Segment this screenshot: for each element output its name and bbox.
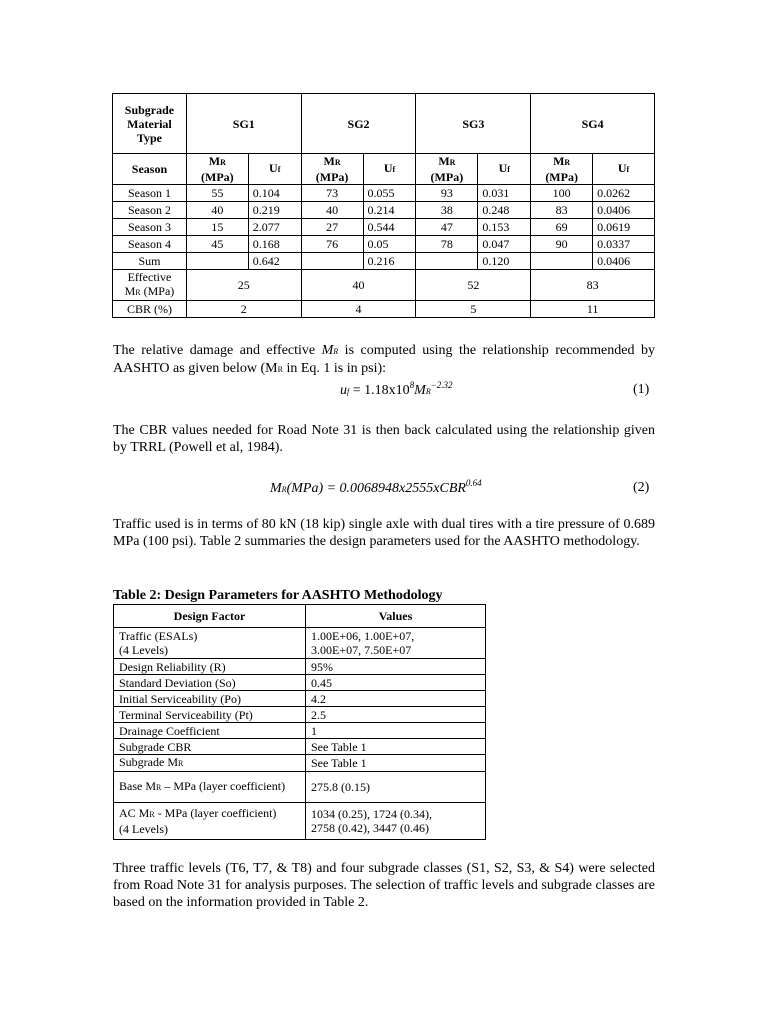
- table-cell: 0.214: [363, 202, 416, 219]
- group-header: SG3: [416, 94, 531, 154]
- cbr-value: 2: [186, 301, 301, 318]
- table-row: Initial Serviceability (Po) 4.2: [114, 691, 486, 707]
- table-cell: 93: [416, 185, 478, 202]
- table-row: [113, 253, 655, 270]
- paragraph: The relative damage and effective MR is computed using the relationship recommended by AASHTO as given below (MR in Eq. 1 is in psi):: [113, 343, 655, 376]
- table-cell: 100: [531, 185, 593, 202]
- table-cell: 0.642: [248, 253, 301, 270]
- table-cell: 0.104: [248, 185, 301, 202]
- table-cell: 0.544: [363, 219, 416, 236]
- table-cell: 40: [186, 202, 248, 219]
- table-cell: 0.0406: [593, 202, 655, 219]
- table-cell: 0.0619: [593, 219, 655, 236]
- table-cell: 0.0337: [593, 236, 655, 253]
- table-cell: 47: [416, 219, 478, 236]
- mr-column-header: MR (MPa): [301, 154, 363, 185]
- season-header: Season: [113, 154, 187, 185]
- column-header: Design Factor: [114, 605, 306, 628]
- cbr-value: 11: [531, 301, 655, 318]
- row-label: Sum: [113, 253, 187, 270]
- row-label: Season 3: [113, 219, 187, 236]
- group-header: SG4: [531, 94, 655, 154]
- table-cell: [531, 253, 593, 270]
- table-row: Traffic (ESALs) (4 Levels) 1.00E+06, 1.00E+07, 3.00E+07, 7.50E+07: [114, 628, 486, 659]
- cbr-value: 5: [416, 301, 531, 318]
- table-cell: 83: [531, 202, 593, 219]
- table-cell: [301, 253, 363, 270]
- equation-2: MR(MPa) = 0.0068948x2555xCBR$^{0.64}$: [270, 478, 482, 496]
- cbr-value: 4: [301, 301, 416, 318]
- table-row: Design Reliability (R) 95%: [114, 659, 486, 675]
- uf-column-header: Uf: [478, 154, 531, 185]
- table-cell: 0.05: [363, 236, 416, 253]
- mr-column-header: MR (MPa): [416, 154, 478, 185]
- table-row: Subgrade CBR See Table 1: [114, 739, 486, 755]
- table-cell: 40: [301, 202, 363, 219]
- row-label: Season 2: [113, 202, 187, 219]
- paragraph: The CBR values needed for Road Note 31 is then back calculated using the relationship given by TRRL (Powell et al, 1984).: [113, 423, 655, 455]
- table-cell: 15: [186, 219, 248, 236]
- table-cell: 90: [531, 236, 593, 253]
- table-cell: 73: [301, 185, 363, 202]
- table-row: Subgrade MR See Table 1: [114, 755, 486, 772]
- effective-mr-value: 83: [531, 270, 655, 301]
- effective-mr-value: 25: [186, 270, 301, 301]
- table-row: [113, 185, 655, 202]
- table-row: Terminal Serviceability (Pt) 2.5: [114, 707, 486, 723]
- table-row: [113, 236, 655, 253]
- table-row: AC MR - MPa (layer coefficient) (4 Levels) 1034 (0.25), 1724 (0.34), 2758 (0.42), 3447 (0.46): [114, 803, 486, 840]
- table-cell: [186, 253, 248, 270]
- column-header: Values: [306, 605, 486, 628]
- corner-header: Subgrade Material Type: [113, 94, 187, 154]
- design-parameters-table: [113, 604, 486, 840]
- row-label: Season 4: [113, 236, 187, 253]
- subgrade-table: [112, 93, 655, 318]
- table-cell: 0.031: [478, 185, 531, 202]
- table-row: Standard Deviation (So) 0.45: [114, 675, 486, 691]
- group-header: SG2: [301, 94, 416, 154]
- table-row: Base MR – MPa (layer coefficient) 275.8 (0.15): [114, 772, 486, 803]
- table-cell: 0.219: [248, 202, 301, 219]
- table-row: [113, 202, 655, 219]
- table-row: Drainage Coefficient 1: [114, 723, 486, 739]
- table-cell: 78: [416, 236, 478, 253]
- table-cell: 0.168: [248, 236, 301, 253]
- table-cell: 45: [186, 236, 248, 253]
- uf-column-header: Uf: [363, 154, 416, 185]
- table-cell: 2.077: [248, 219, 301, 236]
- table-cell: 0.0262: [593, 185, 655, 202]
- effective-mr-value: 52: [416, 270, 531, 301]
- paragraph: Traffic used is in terms of 80 kN (18 kip) single axle with dual tires with a tire pressure of 0.689 MPa (100 psi). Table 2 summaries the design parameters used for the AASHTO methodology.: [113, 517, 655, 549]
- table-cell: 0.0406: [593, 253, 655, 270]
- paragraph: Three traffic levels (T6, T7, & T8) and four subgrade classes (S1, S2, S3, & S4) were selected from Road Note 31 for analysis purposes. The selection of traffic levels and subgrade classes are based on the information provided in Table 2.: [113, 861, 655, 910]
- table-cell: 0.216: [363, 253, 416, 270]
- uf-column-header: Uf: [593, 154, 655, 185]
- equation-1: uf = $1.18x10^8MR^{-2.32}$: [340, 380, 453, 398]
- mr-column-header: MR (MPa): [531, 154, 593, 185]
- table-cell: 55: [186, 185, 248, 202]
- table-cell: 0.120: [478, 253, 531, 270]
- effective-mr-label: Effective MR (MPa): [113, 270, 187, 301]
- row-label: Season 1: [113, 185, 187, 202]
- effective-mr-value: 40: [301, 270, 416, 301]
- equation-number: (2): [633, 480, 650, 495]
- table-cell: 38: [416, 202, 478, 219]
- table-caption: Table 2: Design Parameters for AASHTO Methodology: [113, 588, 443, 603]
- table-cell: 0.047: [478, 236, 531, 253]
- uf-column-header: Uf: [248, 154, 301, 185]
- equation-number: (1): [633, 382, 650, 397]
- table-cell: 0.248: [478, 202, 531, 219]
- table-cell: 27: [301, 219, 363, 236]
- table-row: [113, 219, 655, 236]
- cbr-label: CBR (%): [113, 301, 187, 318]
- table-cell: 0.153: [478, 219, 531, 236]
- mr-column-header: MR (MPa): [186, 154, 248, 185]
- table-cell: [416, 253, 478, 270]
- table-cell: 0.055: [363, 185, 416, 202]
- table-cell: 76: [301, 236, 363, 253]
- group-header: SG1: [186, 94, 301, 154]
- table-cell: 69: [531, 219, 593, 236]
